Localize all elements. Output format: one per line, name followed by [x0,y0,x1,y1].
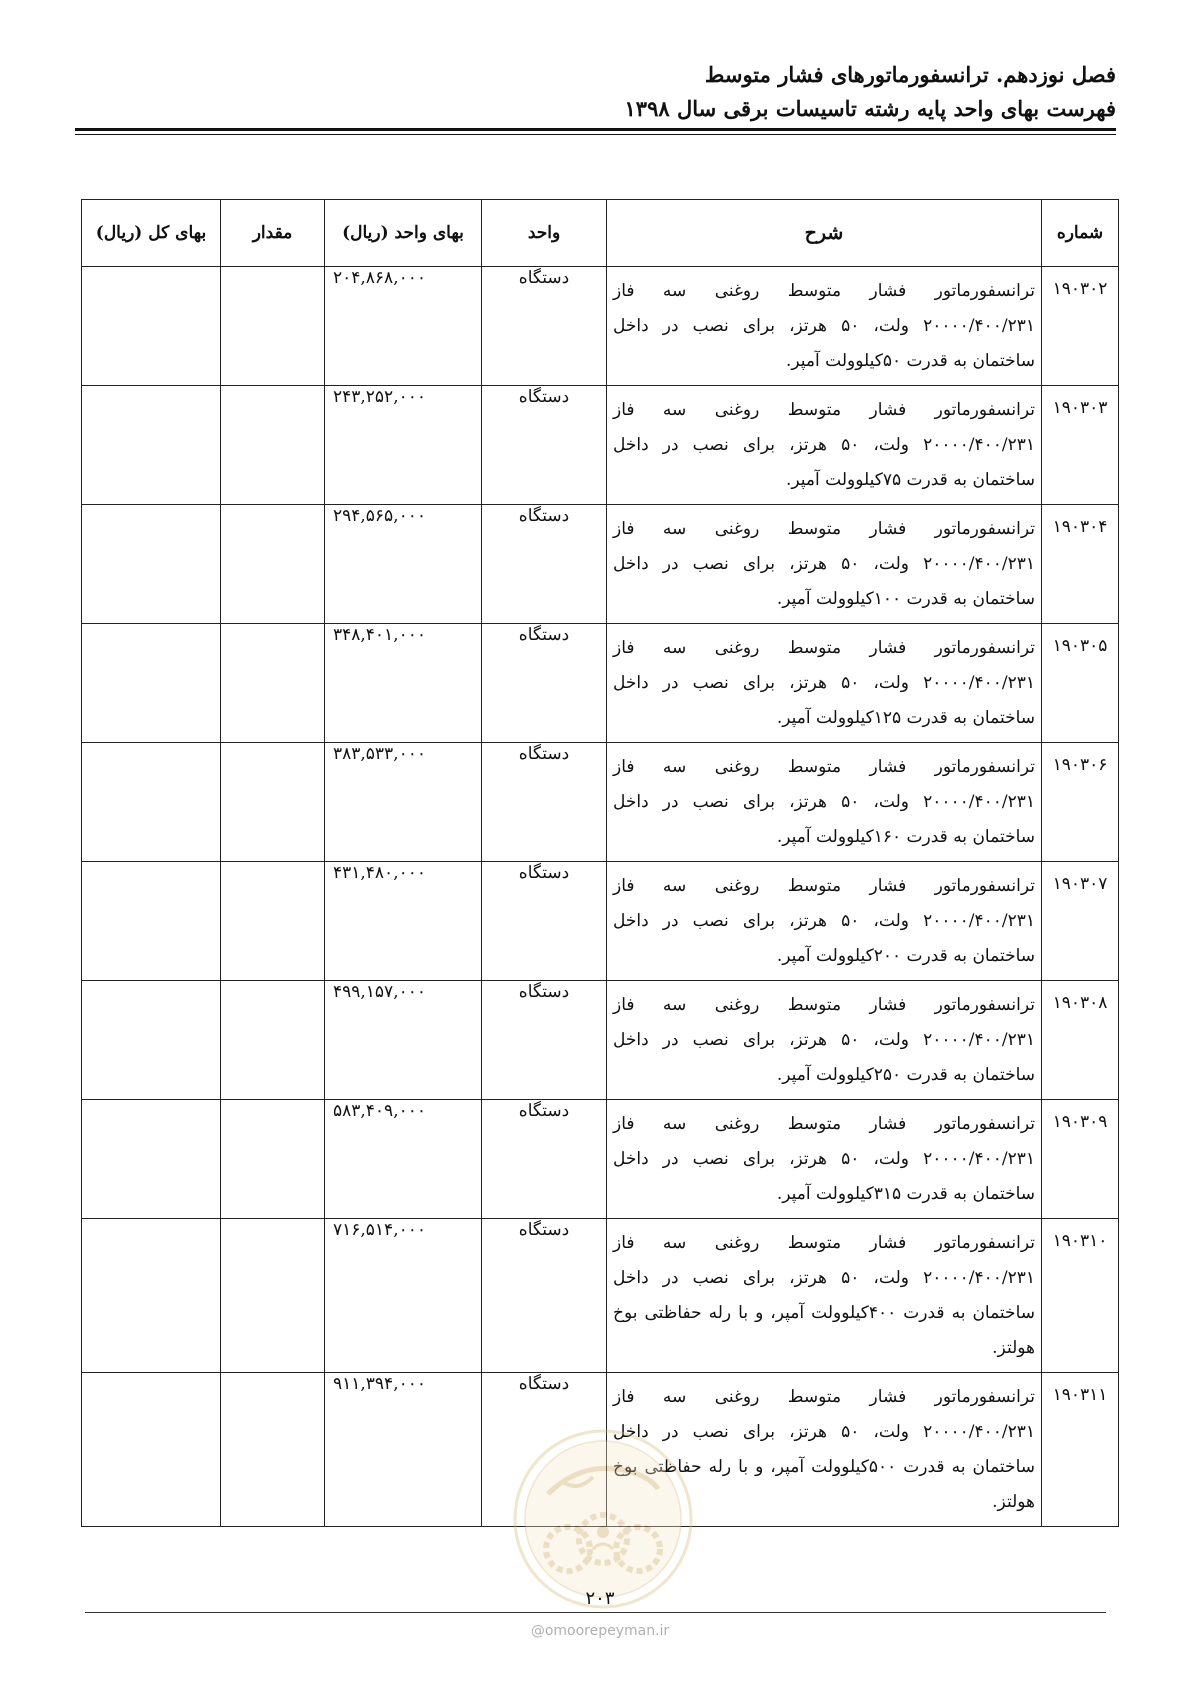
item-unit-price: ۵۸۳,۴۰۹,۰۰۰ [325,1100,482,1219]
item-unit: دستگاه [482,267,607,386]
item-unit-price: ۳۸۳,۵۳۳,۰۰۰ [325,743,482,862]
item-unit-price: ۲۰۴,۸۶۸,۰۰۰ [325,267,482,386]
item-quantity [221,1100,325,1219]
item-code: ۱۹۰۳۰۴ [1042,505,1119,624]
list-title: فهرست بهای واحد پایه رشته تاسیسات برقی سال ۱۳۹۸ [624,96,1116,121]
table-row [82,743,1119,862]
watermark-seal [508,1424,698,1614]
header-rule-thin [75,134,1116,135]
item-description: ترانسفورماتور فشار متوسط روغنی سه فاز ۲۰۰۰۰/۴۰۰/۲۳۱ ولت، ۵۰ هرتز، برای نصب در داخل ساختمان به قدرت ۵۰۰کیلوولت آمپر، و با رله حفاظتی بوخ هولتز. [607,1373,1042,1527]
item-quantity [221,1373,325,1527]
item-unit-price: ۹۱۱,۳۹۴,۰۰۰ [325,1373,482,1527]
item-unit-price: ۲۹۴,۵۶۵,۰۰۰ [325,505,482,624]
page-header [75,58,1116,126]
item-unit-price: ۲۴۳,۲۵۲,۰۰۰ [325,386,482,505]
item-description: ترانسفورماتور فشار متوسط روغنی سه فاز ۲۰۰۰۰/۴۰۰/۲۳۱ ولت، ۵۰ هرتز، برای نصب در داخل ساختمان به قدرت ۱۶۰کیلوولت آمپر. [607,743,1042,862]
col-header-total: بهای کل (ریال) [82,200,221,267]
item-code: ۱۹۰۳۰۶ [1042,743,1119,862]
item-description: ترانسفورماتور فشار متوسط روغنی سه فاز ۲۰۰۰۰/۴۰۰/۲۳۱ ولت، ۵۰ هرتز، برای نصب در داخل ساختمان به قدرت ۴۰۰کیلوولت آمپر، و با رله حفاظتی بوخ هولتز. [607,1219,1042,1373]
item-description: ترانسفورماتور فشار متوسط روغنی سه فاز ۲۰۰۰۰/۴۰۰/۲۳۱ ولت، ۵۰ هرتز، برای نصب در داخل ساختمان به قدرت ۲۰۰کیلوولت آمپر. [607,862,1042,981]
item-description: ترانسفورماتور فشار متوسط روغنی سه فاز ۲۰۰۰۰/۴۰۰/۲۳۱ ولت، ۵۰ هرتز، برای نصب در داخل ساختمان به قدرت ۲۵۰کیلوولت آمپر. [607,981,1042,1100]
price-table [81,199,1119,1527]
item-unit: دستگاه [482,505,607,624]
item-unit-price: ۴۳۱,۴۸۰,۰۰۰ [325,862,482,981]
item-total [82,1100,221,1219]
col-header-unit-price: بهای واحد (ریال) [325,200,482,267]
item-code: ۱۹۰۳۰۳ [1042,386,1119,505]
item-unit: دستگاه [482,1100,607,1219]
item-unit: دستگاه [482,862,607,981]
col-header-unit: واحد [482,200,607,267]
table-row [82,1219,1119,1373]
website-watermark: @omoorepeyman.ir [530,1623,670,1639]
col-header-qty: مقدار [221,200,325,267]
item-description: ترانسفورماتور فشار متوسط روغنی سه فاز ۲۰۰۰۰/۴۰۰/۲۳۱ ولت، ۵۰ هرتز، برای نصب در داخل ساختمان به قدرت ۵۰کیلوولت آمپر. [607,267,1042,386]
item-quantity [221,624,325,743]
item-quantity [221,386,325,505]
item-unit: دستگاه [482,1219,607,1373]
item-quantity [221,1219,325,1373]
item-quantity [221,743,325,862]
item-total [82,505,221,624]
item-description: ترانسفورماتور فشار متوسط روغنی سه فاز ۲۰۰۰۰/۴۰۰/۲۳۱ ولت، ۵۰ هرتز، برای نصب در داخل ساختمان به قدرت ۱۲۵کیلوولت آمپر. [607,624,1042,743]
item-code: ۱۹۰۳۱۱ [1042,1373,1119,1527]
item-code: ۱۹۰۳۰۵ [1042,624,1119,743]
table-row [82,624,1119,743]
item-total [82,1219,221,1373]
item-unit: دستگاه [482,743,607,862]
item-unit: دستگاه [482,981,607,1100]
chapter-title: فصل نوزدهم. ترانسفورماتورهای فشار متوسط [704,62,1116,87]
item-total [82,386,221,505]
footer-rule [85,1612,1106,1613]
item-total [82,1373,221,1527]
item-unit-price: ۳۴۸,۴۰۱,۰۰۰ [325,624,482,743]
item-description: ترانسفورماتور فشار متوسط روغنی سه فاز ۲۰۰۰۰/۴۰۰/۲۳۱ ولت، ۵۰ هرتز، برای نصب در داخل ساختمان به قدرت ۱۰۰کیلوولت آمپر. [607,505,1042,624]
item-quantity [221,505,325,624]
item-unit-price: ۴۹۹,۱۵۷,۰۰۰ [325,981,482,1100]
item-total [82,267,221,386]
col-header-desc: شرح [607,200,1042,267]
item-code: ۱۹۰۳۰۲ [1042,267,1119,386]
item-code: ۱۹۰۳۰۹ [1042,1100,1119,1219]
table-row [82,1100,1119,1219]
item-total [82,981,221,1100]
item-quantity [221,267,325,386]
item-unit: دستگاه [482,624,607,743]
item-total [82,862,221,981]
item-quantity [221,981,325,1100]
item-code: ۱۹۰۳۰۸ [1042,981,1119,1100]
item-unit-price: ۷۱۶,۵۱۴,۰۰۰ [325,1219,482,1373]
item-total [82,624,221,743]
table-header-row [82,200,1119,267]
item-description: ترانسفورماتور فشار متوسط روغنی سه فاز ۲۰۰۰۰/۴۰۰/۲۳۱ ولت، ۵۰ هرتز، برای نصب در داخل ساختمان به قدرت ۳۱۵کیلوولت آمپر. [607,1100,1042,1219]
item-unit: دستگاه [482,1373,607,1527]
table-row [82,862,1119,981]
header-rule-thick [75,128,1116,131]
item-code: ۱۹۰۳۱۰ [1042,1219,1119,1373]
item-quantity [221,862,325,981]
item-code: ۱۹۰۳۰۷ [1042,862,1119,981]
item-total [82,743,221,862]
table-row [82,267,1119,386]
table-row [82,505,1119,624]
table-row [82,386,1119,505]
item-unit: دستگاه [482,386,607,505]
table-row [82,981,1119,1100]
col-header-code: شماره [1042,200,1119,267]
item-description: ترانسفورماتور فشار متوسط روغنی سه فاز ۲۰۰۰۰/۴۰۰/۲۳۱ ولت، ۵۰ هرتز، برای نصب در داخل ساختمان به قدرت ۷۵کیلوولت آمپر. [607,386,1042,505]
page-number: ۲۰۳ [585,1588,615,1609]
